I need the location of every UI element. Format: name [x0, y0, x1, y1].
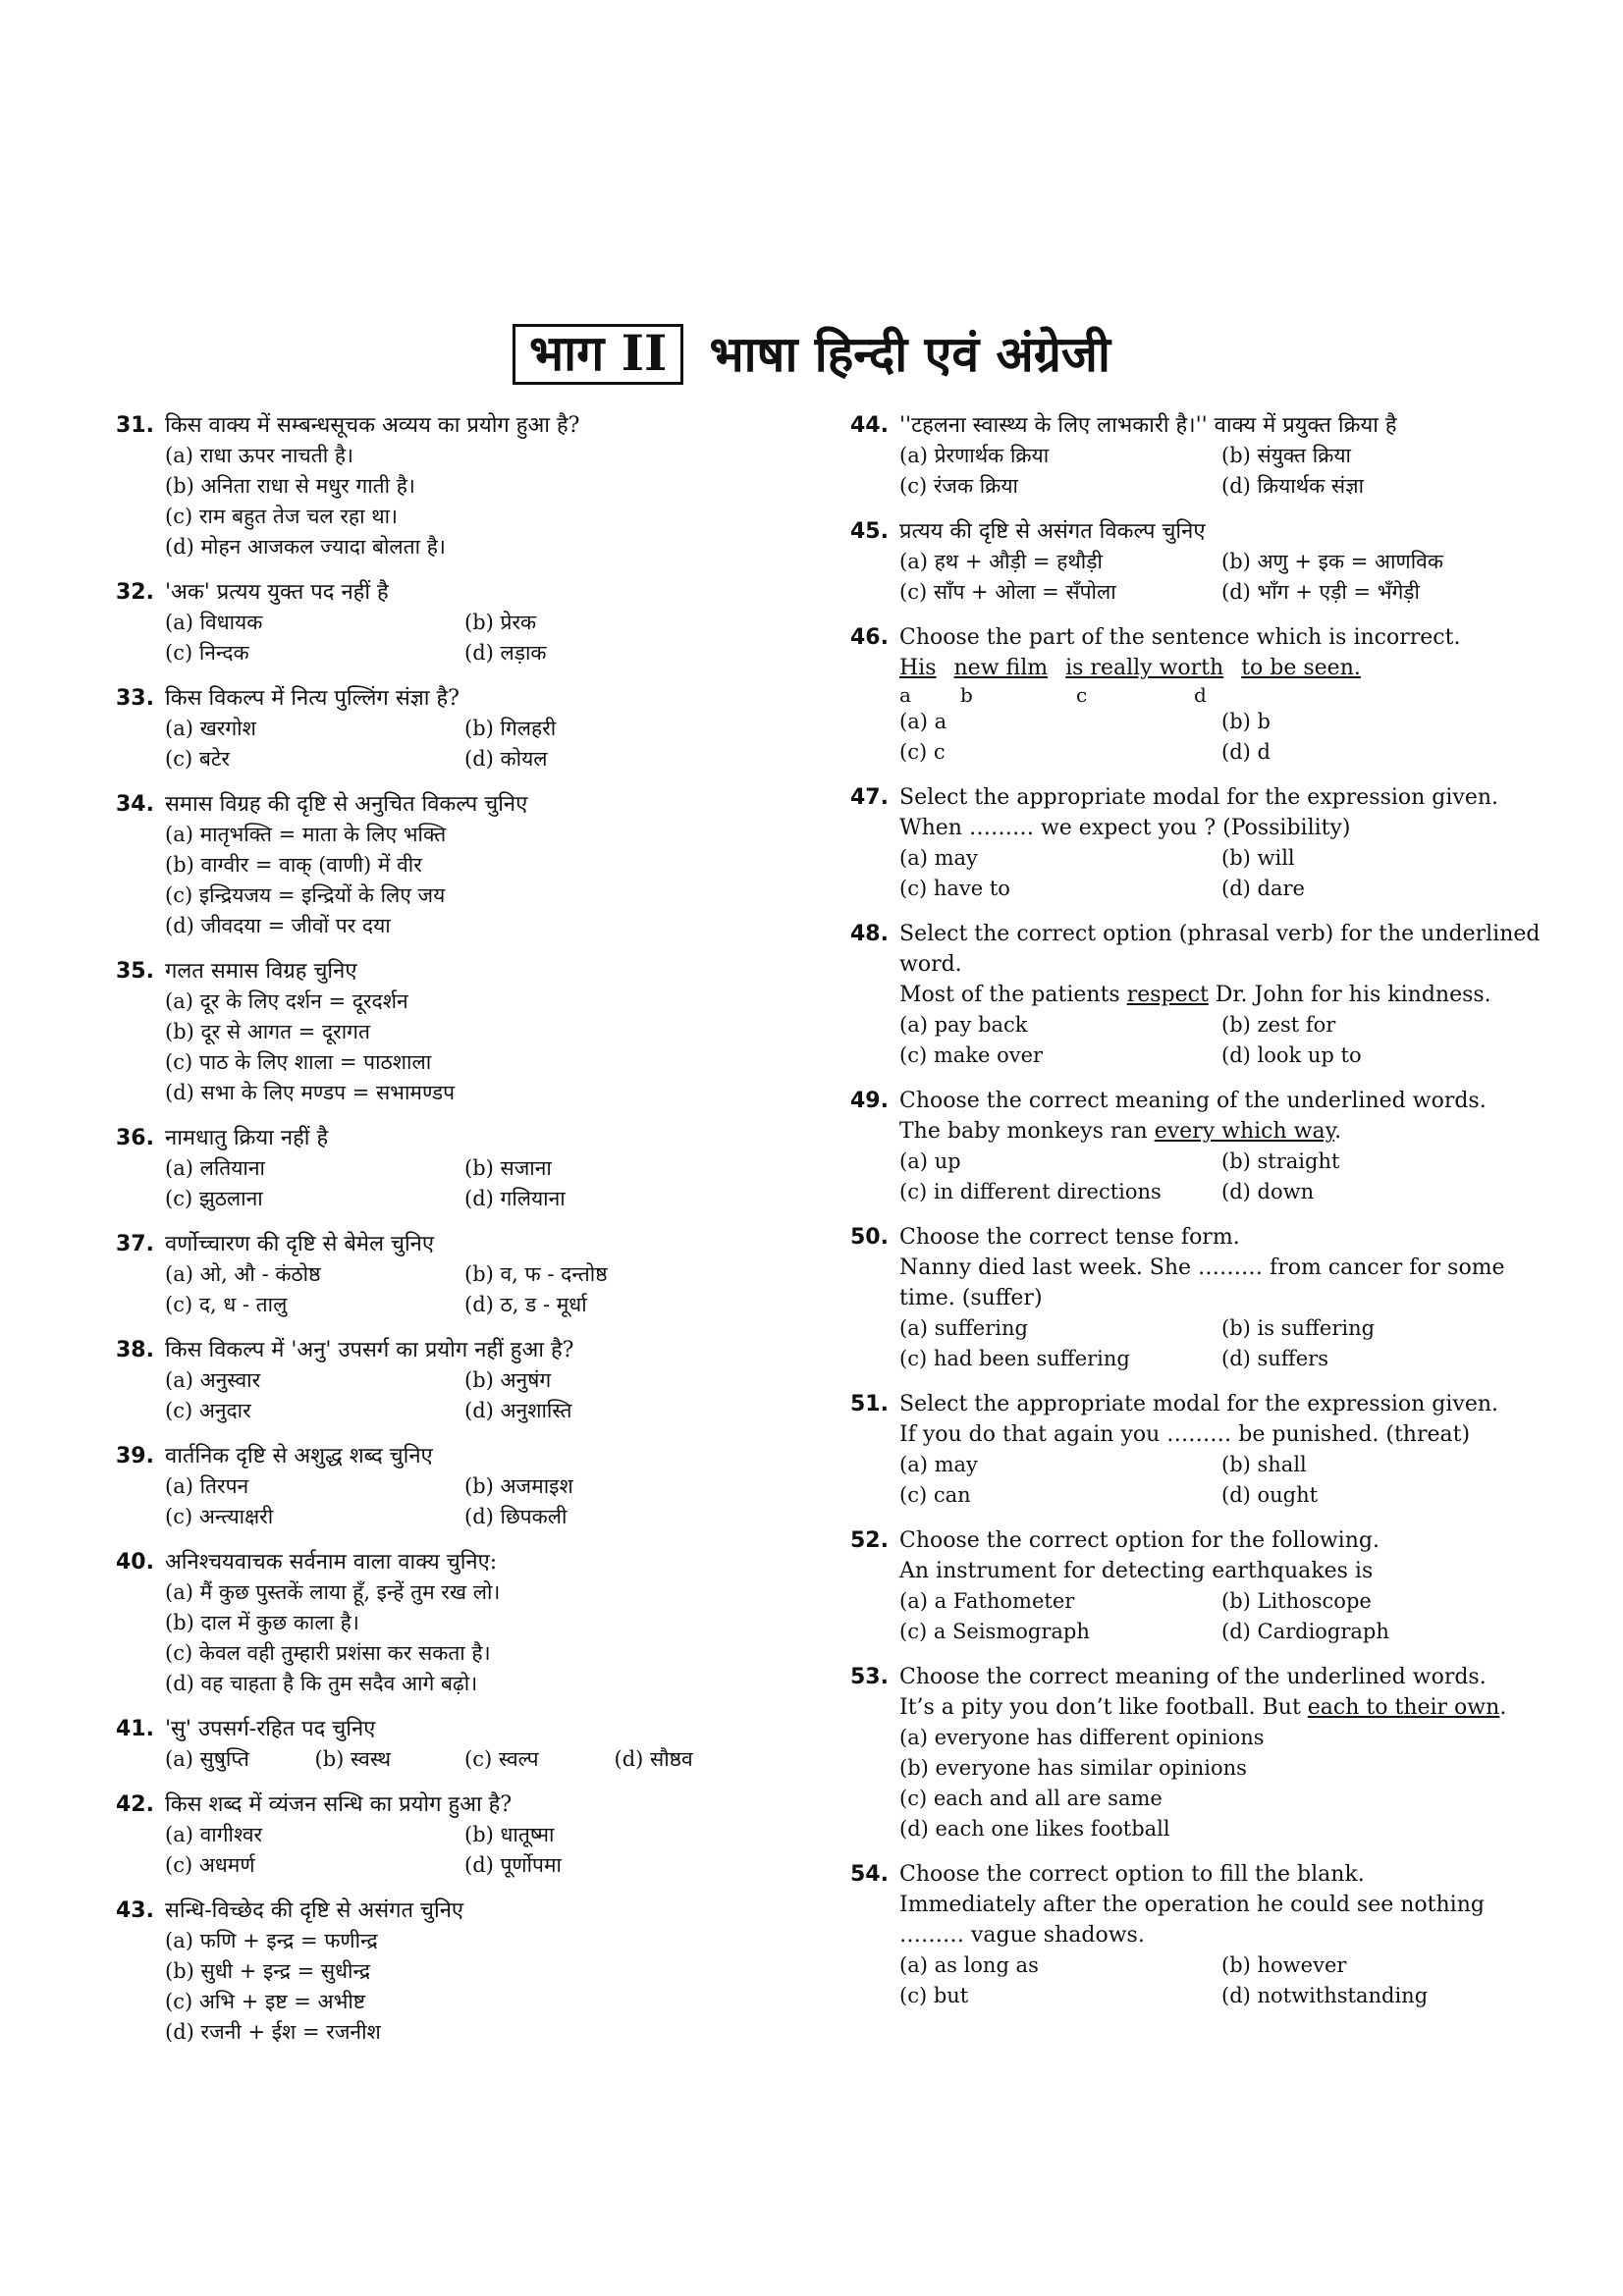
- option: (b) गिलहरी: [464, 717, 557, 740]
- options: [899, 441, 1543, 502]
- option: (a) may: [899, 846, 978, 870]
- option: (c) have to: [899, 877, 1010, 900]
- options: [899, 843, 1543, 904]
- option: (d) रजनी + ईश = रजनीश: [165, 2020, 381, 2044]
- option: (d) पूर्णोपमा: [464, 1853, 562, 1877]
- options: [165, 1577, 764, 1699]
- question-number: 38.: [116, 1338, 154, 1362]
- question-text: Choose the correct tense form.: [899, 1225, 1240, 1250]
- option: (d) सौष्ठव: [614, 1747, 693, 1771]
- line-text: Nanny died last week. She ……… from cancer for some time. (suffer): [899, 1255, 1505, 1310]
- question-number: 33.: [116, 686, 154, 711]
- question-text: Choose the correct option to fill the blank.: [899, 1862, 1365, 1887]
- option: (d) look up to: [1221, 1043, 1362, 1067]
- underlined-text: respect: [1126, 983, 1209, 1007]
- option: (b) व, फ - दन्तोष्ठ: [464, 1262, 608, 1286]
- option: (b) अजमाइश: [464, 1474, 573, 1498]
- options: [899, 1950, 1543, 2011]
- option: (c) अधमर्ण: [165, 1853, 255, 1877]
- question-number: 50.: [850, 1225, 889, 1250]
- question: [116, 789, 764, 941]
- question: [850, 919, 1543, 1071]
- question: [850, 622, 1543, 768]
- options: [165, 1744, 764, 1775]
- options: [165, 1153, 764, 1214]
- option: (b) धातूष्मा: [464, 1823, 555, 1846]
- option: (c) केवल वही तुम्हारी प्रशंसा कर सकता है।: [165, 1641, 491, 1665]
- option: (d) भाँग + एड़ी = भँगेड़ी: [1221, 580, 1420, 604]
- option: (c) राम बहुत तेज चल रहा था।: [165, 505, 399, 528]
- question-text: Select the appropriate modal for the expression given.: [899, 785, 1499, 810]
- section-title: भाषा हिन्दी एवं अंग्रेजी: [709, 325, 1110, 383]
- option: (c) c: [899, 740, 946, 764]
- sentence-part-text: His: [899, 656, 937, 680]
- option: (d) ought: [1221, 1483, 1319, 1507]
- option: (c) स्वल्प: [464, 1747, 539, 1771]
- question-text: समास विग्रह की दृष्टि से अनुचित विकल्प चुनिए: [165, 792, 528, 817]
- option: (a) राधा ऊपर नाचती है।: [165, 444, 353, 467]
- options: [899, 707, 1543, 768]
- question-text: सन्धि-विच्छेद की दृष्टि से असंगत चुनिए: [165, 1898, 464, 1923]
- line-text: If you do that again you ……… be punished. (threat): [899, 1422, 1471, 1447]
- question-text: किस विकल्प में 'अनु' उपसर्ग का प्रयोग नहीं हुआ है?: [165, 1338, 574, 1362]
- option: (d) वह चाहता है कि तुम सदैव आगे बढ़ो।: [165, 1672, 478, 1695]
- question-text: वार्तनिक दृष्टि से अशुद्ध शब्द चुनिए: [165, 1444, 433, 1468]
- question-number: 42.: [116, 1792, 154, 1817]
- question: [116, 1789, 764, 1881]
- option: (c) अन्त्याक्षरी: [165, 1505, 274, 1528]
- line-text: The baby monkeys ran: [899, 1119, 1155, 1144]
- option: (d) Cardiograph: [1221, 1620, 1389, 1643]
- sentence-part: [1065, 653, 1223, 683]
- options: [165, 1926, 764, 2048]
- question-number: 47.: [850, 785, 889, 810]
- option: (a) खरगोश: [165, 717, 256, 740]
- question-line: [899, 813, 1543, 843]
- option: (a) विधायक: [165, 611, 263, 634]
- option: (b) shall: [1221, 1453, 1307, 1476]
- option: (a) मातृभक्ति = माता के लिए भक्ति: [165, 823, 447, 846]
- option: (a) वागीश्वर: [165, 1823, 263, 1846]
- option: (d) d: [1221, 740, 1271, 764]
- line-text: It’s a pity you don’t like football. But: [899, 1695, 1308, 1720]
- question: [850, 1859, 1543, 2011]
- options: [165, 1471, 764, 1532]
- question: [850, 782, 1543, 904]
- question: [850, 516, 1543, 608]
- options: [165, 441, 764, 562]
- question-number: 39.: [116, 1444, 154, 1468]
- option: (d) each one likes football: [899, 1817, 1170, 1841]
- left-column: [116, 410, 764, 2062]
- option: (a) up: [899, 1149, 961, 1173]
- sentence-part: [1241, 653, 1361, 683]
- option: (b) सजाना: [464, 1156, 552, 1180]
- underlined-text: every which way: [1154, 1119, 1335, 1144]
- question-line: [899, 1556, 1543, 1586]
- part-letter: b: [960, 683, 973, 707]
- line-text: When ……… we expect you ? (Possibility): [899, 816, 1351, 840]
- question-text: गलत समास विग्रह चुनिए: [165, 959, 357, 984]
- option: (d) मोहन आजकल ज्यादा बोलता है।: [165, 535, 446, 559]
- option: (d) dare: [1221, 877, 1305, 900]
- option: (a) फणि + इन्द्र = फणीन्द्र: [165, 1929, 378, 1952]
- option: (d) कोयल: [464, 747, 548, 771]
- options: [165, 1259, 764, 1320]
- options: [899, 1450, 1543, 1511]
- option: (a) मैं कुछ पुस्तकें लाया हूँ, इन्हें तुम रख लो।: [165, 1580, 501, 1604]
- part-letter: a: [899, 683, 911, 707]
- line-text: Immediately after the operation he could see nothing ……… vague shadows.: [899, 1893, 1485, 1948]
- question-number: 51.: [850, 1392, 889, 1416]
- question-text: 'सु' उपसर्ग-रहित पद चुनिए: [165, 1717, 376, 1741]
- sentence-part: [899, 653, 937, 683]
- question-line: [899, 1419, 1543, 1450]
- option: (b) दूर से आगत = दूरागत: [165, 1020, 370, 1043]
- option: (b) अनुषंग: [464, 1368, 552, 1392]
- sentence-part-text: to be seen.: [1241, 656, 1361, 680]
- option: (a) pay back: [899, 1013, 1028, 1037]
- question: [850, 1086, 1543, 1207]
- option: (b) वाग्वीर = वाक् (वाणी) में वीर: [165, 853, 422, 877]
- option: (a) suffering: [899, 1316, 1028, 1340]
- line-text: An instrument for detecting earthquakes is: [899, 1559, 1374, 1583]
- part-letter: d: [1194, 683, 1207, 707]
- option: (b) प्रेरक: [464, 611, 537, 634]
- question-text: अनिश्चयवाचक सर्वनाम वाला वाक्य चुनिए:: [165, 1550, 498, 1575]
- question: [850, 410, 1543, 502]
- question-number: 45.: [850, 519, 889, 544]
- option: (d) ठ, ड - मूर्धा: [464, 1293, 587, 1316]
- options: [899, 1313, 1543, 1374]
- question: [850, 1222, 1543, 1374]
- question-text: प्रत्यय की दृष्टि से असंगत विकल्प चुनिए: [899, 519, 1206, 544]
- option: (c) अभि + इष्ट = अभीष्ट: [165, 1990, 366, 2013]
- option: (d) जीवदया = जीवों पर दया: [165, 914, 391, 937]
- option: (c) निन्दक: [165, 641, 249, 665]
- question-number: 46.: [850, 625, 889, 650]
- option: (c) a Seismograph: [899, 1620, 1090, 1643]
- option: (b) b: [1221, 710, 1271, 733]
- part-letters: [899, 683, 1543, 707]
- question: [116, 1335, 764, 1426]
- option: (a) हथ + औड़ी = हथौड़ी: [899, 550, 1103, 573]
- question-text: 'अक' प्रत्यय युक्त पद नहीं है: [165, 580, 389, 605]
- question-number: 35.: [116, 959, 154, 984]
- part-label: भाग II: [513, 324, 683, 385]
- options: [165, 1820, 764, 1881]
- option: (b) is suffering: [1221, 1316, 1376, 1340]
- sentence-part-text: new film: [953, 656, 1049, 680]
- option: (a) a: [899, 710, 947, 733]
- option: (a) प्रेरणार्थक क्रिया: [899, 444, 1050, 467]
- question: [116, 1896, 764, 2048]
- option: (c) साँप + ओला = सँपोला: [899, 580, 1116, 604]
- option: (a) अनुस्वार: [165, 1368, 261, 1392]
- option: (c) झुठलाना: [165, 1187, 263, 1210]
- options: [165, 714, 764, 774]
- option: (c) had been suffering: [899, 1347, 1130, 1370]
- options: [899, 1586, 1543, 1647]
- question-number: 36.: [116, 1126, 154, 1150]
- option: (b) दाल में कुछ काला है।: [165, 1611, 359, 1634]
- option: (a) ओ, औ - कंठोष्ठ: [165, 1262, 321, 1286]
- option: (d) क्रियार्थक संज्ञा: [1221, 474, 1365, 498]
- question: [116, 683, 764, 774]
- sentence-part: [954, 653, 1049, 683]
- option: (b) अणु + इक = आणविक: [1221, 550, 1443, 573]
- question-number: 43.: [116, 1898, 154, 1923]
- option: (a) तिरपन: [165, 1474, 249, 1498]
- option: (d) down: [1221, 1180, 1315, 1203]
- option: (b) सुधी + इन्द्र = सुधीन्द्र: [165, 1959, 371, 1983]
- options: [899, 1723, 1543, 1844]
- question-number: 52.: [850, 1528, 889, 1553]
- question: [116, 956, 764, 1108]
- option: (c) each and all are same: [899, 1787, 1163, 1810]
- question-line: [899, 1253, 1543, 1313]
- option: (b) will: [1221, 846, 1295, 870]
- option: (d) गलियाना: [464, 1187, 566, 1210]
- question-number: 37.: [116, 1232, 154, 1256]
- question-text: Choose the correct meaning of the underlined words.: [899, 1665, 1487, 1689]
- option: (d) छिपकली: [464, 1505, 568, 1528]
- option: (c) बटेर: [165, 747, 230, 771]
- question: [116, 1229, 764, 1320]
- question-number: 54.: [850, 1862, 889, 1887]
- option: (c) रंजक क्रिया: [899, 474, 1018, 498]
- options: [165, 1365, 764, 1426]
- option: (d) notwithstanding: [1221, 1984, 1429, 2007]
- question-text: Select the correct option (phrasal verb) for the underlined word.: [899, 922, 1541, 977]
- option: (a) a Fathometer: [899, 1589, 1075, 1613]
- question-text: Select the appropriate modal for the expression given.: [899, 1392, 1499, 1416]
- question: [850, 1389, 1543, 1511]
- question: [116, 410, 764, 562]
- option: (b) straight: [1221, 1149, 1340, 1173]
- option: (b) संयुक्त क्रिया: [1221, 444, 1351, 467]
- option: (c) पाठ के लिए शाला = पाठशाला: [165, 1050, 432, 1074]
- option: (a) as long as: [899, 1953, 1039, 1977]
- option: (c) but: [899, 1984, 969, 2007]
- question-number: 44.: [850, 413, 889, 438]
- line-text-end: .: [1334, 1119, 1342, 1144]
- question-number: 32.: [116, 580, 154, 605]
- option: (b) however: [1221, 1953, 1347, 1977]
- part-letter: c: [1076, 683, 1088, 707]
- question-text: Choose the correct meaning of the underlined words.: [899, 1089, 1487, 1113]
- question-number: 40.: [116, 1550, 154, 1575]
- option: (a) everyone has different opinions: [899, 1726, 1265, 1749]
- option: (d) suffers: [1221, 1347, 1328, 1370]
- page-title: [0, 324, 1623, 385]
- options: [165, 820, 764, 941]
- question-text: ''टहलना स्वास्थ्य के लिए लाभकारी है।'' वाक्य में प्रयुक्त क्रिया है: [899, 413, 1397, 438]
- options: [899, 1147, 1543, 1207]
- question-text: किस वाक्य में सम्बन्धसूचक अव्यय का प्रयोग हुआ है?: [165, 413, 580, 438]
- question-number: 34.: [116, 792, 154, 817]
- option: (c) in different directions: [899, 1180, 1162, 1203]
- option: (a) दूर के लिए दर्शन = दूरदर्शन: [165, 989, 408, 1013]
- question: [116, 1714, 764, 1775]
- question: [850, 1525, 1543, 1647]
- option: (a) may: [899, 1453, 978, 1476]
- line-text-end: .: [1499, 1695, 1507, 1720]
- option: (d) लड़ाक: [464, 641, 547, 665]
- question-text: वर्णोच्चारण की दृष्टि से बेमेल चुनिए: [165, 1232, 435, 1256]
- question-text: किस विकल्प में नित्य पुल्लिंग संज्ञा है?: [165, 686, 460, 711]
- sentence-parts: [899, 653, 1543, 683]
- question-text: नामधातु क्रिया नहीं है: [165, 1126, 329, 1150]
- question-line: [899, 1116, 1543, 1147]
- option: (b) अनिता राधा से मधुर गाती है।: [165, 474, 415, 498]
- option: (c) can: [899, 1483, 971, 1507]
- question-text: Choose the part of the sentence which is incorrect.: [899, 625, 1461, 650]
- options: [899, 547, 1543, 608]
- option: (d) अनुशास्ति: [464, 1399, 572, 1422]
- option: (a) लतियाना: [165, 1156, 265, 1180]
- option: (b) स्वस्थ: [314, 1747, 392, 1771]
- underlined-text: each to their own: [1307, 1695, 1500, 1720]
- line-text: Most of the patients: [899, 983, 1127, 1007]
- question-number: 31.: [116, 413, 154, 438]
- question: [116, 1547, 764, 1699]
- question-line: [899, 1692, 1543, 1723]
- question-text: किस शब्द में व्यंजन सन्धि का प्रयोग हुआ है?: [165, 1792, 513, 1817]
- question-line: [899, 1890, 1543, 1950]
- option: (b) everyone has similar opinions: [899, 1756, 1247, 1780]
- line-text-end: Dr. John for his kindness.: [1208, 983, 1491, 1007]
- options: [165, 608, 764, 668]
- options: [899, 1010, 1543, 1071]
- option: (c) अनुदार: [165, 1399, 251, 1422]
- question-text: Choose the correct option for the following.: [899, 1528, 1380, 1553]
- sentence-part-text: is really worth: [1065, 656, 1224, 680]
- option: (b) zest for: [1221, 1013, 1336, 1037]
- right-column: [850, 410, 1543, 2026]
- question-line: [899, 980, 1543, 1010]
- option: (d) सभा के लिए मण्डप = सभामण्डप: [165, 1081, 456, 1104]
- question: [116, 1123, 764, 1214]
- option: (c) make over: [899, 1043, 1044, 1067]
- option: (c) द, ध - तालु: [165, 1293, 288, 1316]
- question-number: 41.: [116, 1717, 154, 1741]
- question-number: 53.: [850, 1665, 889, 1689]
- option: (a) सुषुप्ति: [165, 1747, 249, 1771]
- question: [116, 1441, 764, 1532]
- options: [165, 987, 764, 1108]
- question-number: 49.: [850, 1089, 889, 1113]
- question: [116, 577, 764, 668]
- option: (c) इन्द्रियजय = इन्द्रियों के लिए जय: [165, 883, 446, 907]
- option: (b) Lithoscope: [1221, 1589, 1372, 1613]
- question: [850, 1662, 1543, 1844]
- question-number: 48.: [850, 922, 889, 946]
